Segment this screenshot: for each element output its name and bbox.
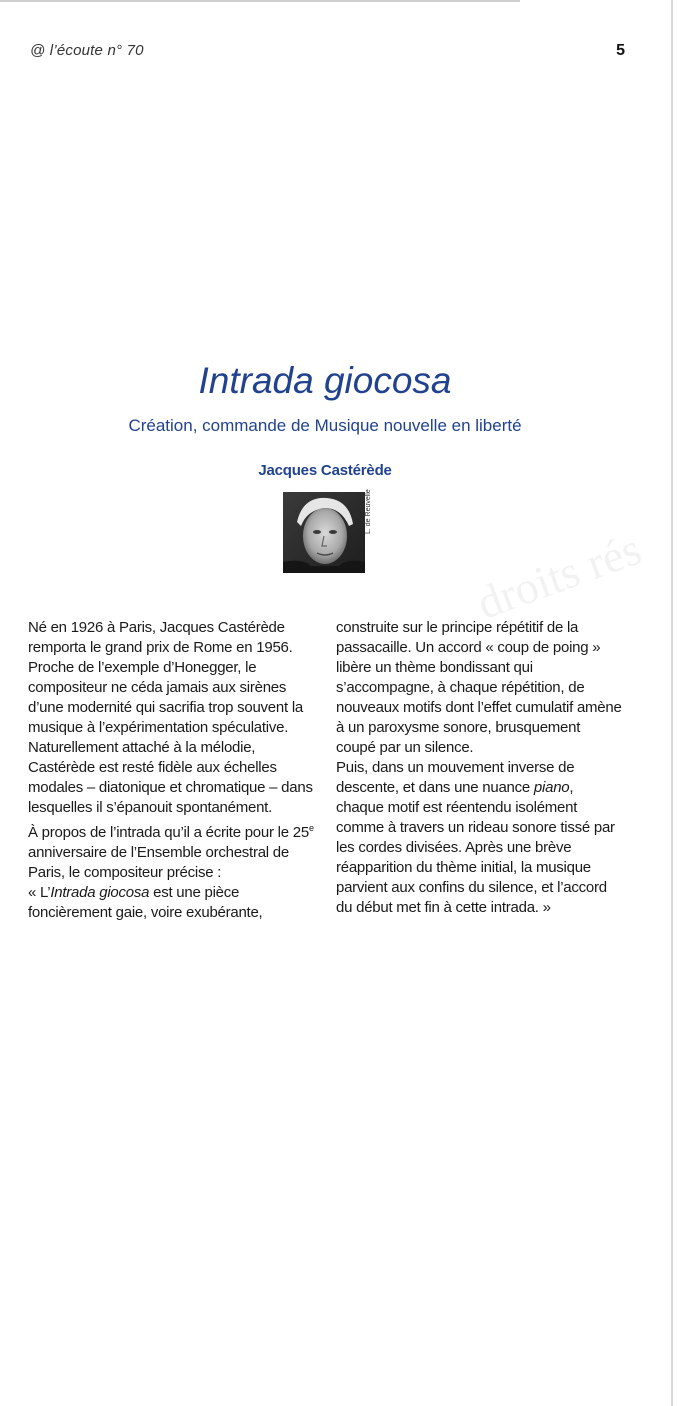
text-run: À propos de l’intrada qu’il a écrite pour le 25 — [28, 824, 309, 841]
text-column-right — [336, 618, 622, 918]
scan-right-edge — [671, 0, 673, 1406]
italic-term: piano — [533, 779, 570, 796]
scan-top-edge — [0, 0, 520, 2]
page-header — [30, 42, 625, 64]
text-column-left — [28, 618, 314, 923]
text-run: est une pièce foncièrement gaie, voire exubérante, — [28, 884, 263, 921]
paragraph: Né en 1926 à Paris, Jacques Castérède remporta le grand prix de Rome en 1956. Proche de l’exemple d’Honegger, le compositeur ne céda jamais aux sirènes d’une modernité qui sacrifia trop souvent la musique à l’expérimentation spéculative. Naturellement attaché à la mélodie, Castérède est resté fidèle aux échelles modales – diatonique et chromatique – dans lesquelles il s’épanouit spontanément. — [28, 619, 313, 816]
paragraph: construite sur le principe répétitif de la passacaille. Un accord « coup de poing » libère un thème bondissant qui s’accompagne, à chaque répétition, de nouveaux motifs dont l’effet cumulatif amène à un paroxysme sonore, brusquement coupé par un silence. — [336, 619, 622, 756]
paragraph — [28, 818, 314, 883]
text-run: , chaque motif est réentendu isolément comme à travers un rideau sonore tissé par les cordes divisées. Après une brève réapparition du thème initial, la musique parvient aux confins du silence, et l’accord du début met fin à cette intrada. » — [336, 779, 615, 916]
photo-credit: L. de Reuvelle — [365, 489, 372, 534]
piece-subtitle: Création, commande de Musique nouvelle en liberté — [128, 416, 522, 435]
author-portrait — [283, 492, 365, 573]
page-number: 5 — [616, 42, 625, 59]
italic-title: Intrada giocosa — [50, 884, 150, 901]
piece-title: Intrada giocosa — [198, 360, 452, 401]
text-run: Puis, dans un mouvement inverse de descente, et dans une nuance — [336, 759, 575, 796]
author-name: Jacques Castérède — [258, 462, 392, 479]
text-run: « L’ — [28, 884, 51, 901]
paragraph — [28, 883, 314, 923]
superscript: e — [308, 823, 314, 833]
watermark-text: droits rés — [470, 522, 648, 629]
paragraph — [336, 758, 622, 918]
journal-title: @ l’écoute n° 70 — [30, 42, 144, 59]
portrait-image — [283, 492, 365, 573]
text-run: anniversaire de l’Ensemble orchestral de Paris, le compositeur précise : — [28, 844, 289, 881]
title-block — [0, 360, 650, 479]
